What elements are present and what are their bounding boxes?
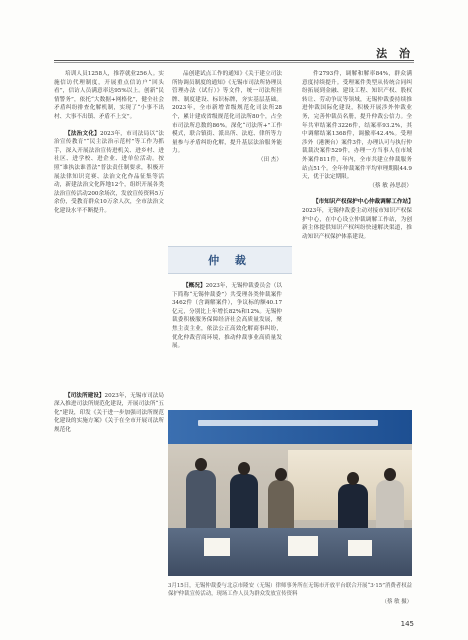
column-3 bbox=[302, 70, 412, 241]
col3-section-ip-station bbox=[302, 198, 412, 241]
page-number: 145 bbox=[400, 620, 414, 628]
col2-author: （田 杰） bbox=[257, 156, 282, 163]
header-title: 法 治 bbox=[376, 47, 414, 60]
col3-paragraph-1: 件2793件，调解和解率84%，群众满意度持续提升。受理案件类型从传统合同纠纷拓展到金融、建设工程、知识产权、股权转让、劳动争议等领域，无锡仲裁委持续推进仲裁国际化建设，积极开展涉外仲裁业务，完善仲裁员名册，提升仲裁公信力。全年共审结案件3226件，结案率93.2%，其中调解结案1368件，调撤率42.4%。受理涉外（港澳台）案件3件，办理认可与执行仲裁裁决案件529件，办理一方当事人在市域外案件811件，年内，全市共建立仲裁服务站点51个。全年仲裁案件平均审理期限44.9天，优于法定期限。 bbox=[302, 71, 412, 181]
col2-section-overview bbox=[172, 282, 282, 351]
col1-section-culture bbox=[54, 130, 164, 216]
col1-paragraph-1: 培训人员1258人，推荐就业256人。实施信访代理制度，开展重点信访户“回头看”，信访人员满意率达95%以上。创新“民情警务”，依托“大数据+网格化”，健全社会矛盾纠纷排查化解机制，实现了“小事不出村、大事不出镇、矛盾不上交”。 bbox=[54, 71, 164, 120]
photo-person bbox=[376, 480, 404, 532]
section-body-legal-culture: 2023年，市司法局以“法治宣传教育”“民主法治示范村”等工作为抓手，深入开展法治宣传进机关、进乡村、进社区、进学校、进企业、进单位活动。按照“谁执法谁普法”普法责任制要求，积极开展法律知识竞赛、法治文化作品征集等活动，新建法治文化阵地12个，组织开展各类法治宣传活动200余场次，发放宣传资料5万余份，受教育群众10万余人次，全市法治文化建设水平不断提升。 bbox=[54, 130, 164, 214]
column-2-lower bbox=[172, 282, 282, 351]
photo-person-head bbox=[384, 468, 396, 481]
event-photo bbox=[168, 410, 412, 576]
section-title-overview: 【概况】 bbox=[183, 283, 206, 289]
photo-leaflet bbox=[348, 540, 372, 556]
caption-text: 3月15日，无锡仲裁委与北京市隆安（无锡）律师事务所在无锡市开放平台联合开展“3·15”消费者权益保护仲裁宣传活动，现场工作人员为群众发放宣传资料 bbox=[168, 583, 412, 598]
photo-person bbox=[230, 474, 258, 532]
photo-leaflet bbox=[204, 538, 230, 556]
column-1 bbox=[54, 70, 164, 434]
photo-caption bbox=[168, 582, 412, 607]
photo-person-head bbox=[195, 458, 207, 471]
col3-author: （蔡 敏 孙思晨） bbox=[369, 182, 412, 189]
photo-person bbox=[186, 470, 216, 532]
photo-person-head bbox=[347, 472, 359, 485]
section-title-ip-station: 【市知识产权保护中心仲裁调解工作站】 bbox=[313, 199, 414, 206]
section-body-ip-station: 2023年，无锡仲裁委主动对接市知识产权保护中心，在中心设立仲裁调解工作站，为创新主体提供知识产权纠纷快速解决渠道，推动知识产权保护体系建设。 bbox=[302, 207, 412, 240]
caption-author: （蔡 敏 摄） bbox=[381, 599, 412, 606]
section-title-justice-office: 【司法所建设】 bbox=[65, 392, 105, 399]
section-title-legal-culture: 【法治文化】 bbox=[65, 130, 100, 137]
section-body-justice-office: 2023年，无锡市司法局深入推进司法所规范化建设，开展司法所“五化”建设，印发《关于进一步加强司法所规范化建设的实施方案》《关于在全市开展司法所规范化 bbox=[54, 392, 164, 433]
photo-person-head bbox=[238, 462, 250, 475]
column-2 bbox=[172, 70, 282, 165]
section-body-overview: 2023年，无锡仲裁委员会（以下简称“无锡仲裁委”）共受理各类仲裁案件3462件（含调解案件），争议标的额40.17亿元，分别比上年增长82%和12%。无锡仲裁委积极服务保障经济社会高质量发展，聚焦主责主业，依法公正高效化解商事纠纷，优化仲裁营商环境，推动仲裁事业高质量发展。 bbox=[172, 283, 282, 350]
photo-leaflet bbox=[288, 536, 318, 556]
header-rule-thin bbox=[54, 62, 414, 63]
photo-banner-text bbox=[198, 420, 378, 426]
photo-banner bbox=[168, 410, 412, 444]
photo-person bbox=[268, 480, 294, 532]
photo-person-head bbox=[275, 468, 287, 481]
photo-person bbox=[338, 484, 368, 532]
col1-section-justice-office bbox=[54, 392, 164, 435]
section-banner-arbitration: 仲 裁 bbox=[168, 246, 292, 274]
header-rule bbox=[54, 60, 414, 61]
col2-paragraph-1: 品创建试点工作的通知》《关于建立司法所协调员制度的通知》《无锡市司法所协理员管理办法（试行）》等文件，统一司法所挂牌、制度建设、标识标牌，夯实基层基础。2023年，全市新增省级规范化司法所28个，累计建成省级规范化司法所80个，占全市司法所总数的86%。深化“司法所+”工作模式，联合镇街、派出所、法庭、律所等力量参与矛盾纠纷化解，提升基层法治服务能力。 bbox=[172, 71, 282, 155]
